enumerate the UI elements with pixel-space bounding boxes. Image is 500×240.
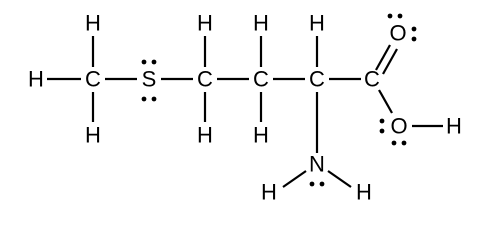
atom-h-c2-bottom: H [197, 122, 213, 148]
atom-h-methyl-top: H [85, 10, 101, 36]
atom-c2: C [197, 66, 213, 92]
o-hydroxyl-lone-pair-left-2 [380, 129, 385, 134]
atom-h-methyl-left: H [28, 66, 44, 92]
bonds [47, 36, 443, 187]
atom-c-methyl: C [85, 66, 101, 92]
s-lone-pair-bottom-1 [142, 97, 147, 102]
o-hydroxyl-lone-pair-bottom-2 [402, 141, 407, 146]
atom-h-amine-right: H [356, 179, 372, 205]
atom-h-c2-top: H [197, 10, 213, 36]
o-hydroxyl-lone-pair-left-1 [380, 119, 385, 124]
bond-n-h-right [328, 171, 351, 187]
atom-c3: C [253, 66, 269, 92]
n-lone-pair-bottom-1 [310, 182, 315, 187]
bond-c-o-single [379, 90, 392, 113]
atom-h-c3-top: H [253, 10, 269, 36]
o-carbonyl-lone-pair-top-2 [398, 14, 403, 19]
o-hydroxyl-lone-pair-bottom-1 [392, 141, 397, 146]
o-carbonyl-lone-pair-right-1 [412, 27, 417, 32]
atom-s: S [141, 66, 157, 92]
bond-n-h-left [283, 171, 306, 187]
atom-h-alpha-top: H [309, 10, 325, 36]
atom-h-amine-left: H [261, 179, 277, 205]
atom-c-carboxyl: C [364, 66, 380, 92]
o-carbonyl-lone-pair-right-2 [412, 37, 417, 42]
atom-h-c3-bottom: H [253, 122, 269, 148]
atom-o-carbonyl: O [389, 20, 407, 46]
s-lone-pair-top-1 [142, 60, 147, 65]
atom-o-hydroxyl: O [390, 113, 408, 139]
atom-c-alpha: C [309, 66, 325, 92]
o-carbonyl-lone-pair-top-1 [388, 14, 393, 19]
n-lone-pair-bottom-2 [320, 182, 325, 187]
lone-pairs [142, 14, 417, 187]
s-lone-pair-top-2 [152, 60, 157, 65]
atom-n-amine: N [309, 151, 325, 177]
atom-h-methyl-bottom: H [85, 122, 101, 148]
s-lone-pair-bottom-2 [152, 97, 157, 102]
atom-h-hydroxyl: H [446, 113, 462, 139]
